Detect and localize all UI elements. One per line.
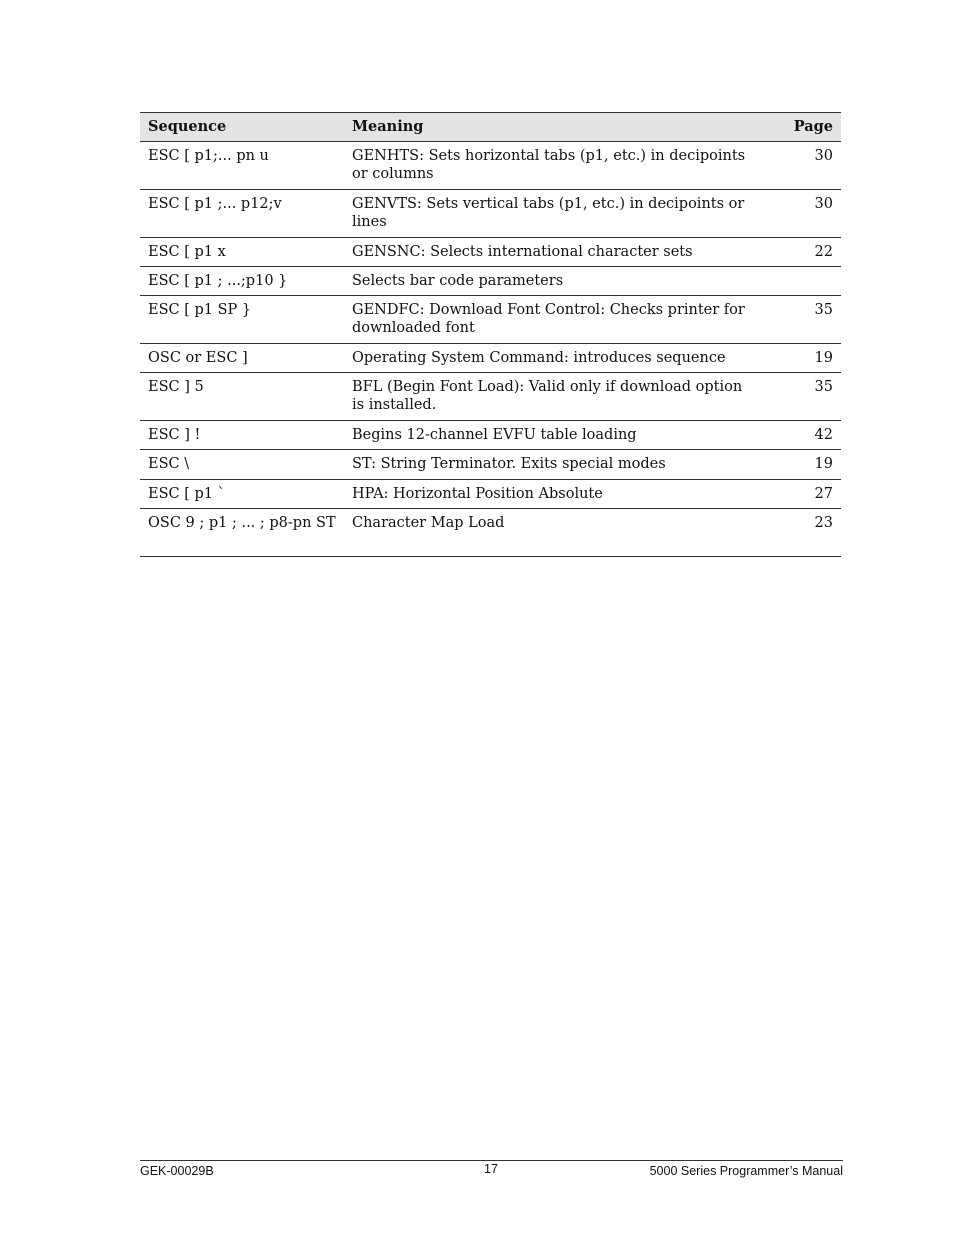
meaning-cell: Character Map Load [352, 515, 505, 531]
table-row [140, 142, 841, 190]
page-cell [766, 267, 841, 295]
page-cell: 19 [814, 456, 833, 472]
meaning-cell: Begins 12-channel EVFU table loading [352, 427, 637, 443]
table-row [140, 373, 841, 421]
table-row [140, 421, 841, 450]
meaning-cell: GENDFC: Download Font Control: Checks printer for downloaded font [352, 302, 745, 336]
table-row [140, 190, 841, 238]
page-cell: 23 [814, 515, 833, 531]
page-cell: 27 [814, 486, 833, 502]
sequence-cell: ESC [ p1 ; ...;p10 } [148, 273, 288, 289]
sequence-cell: ESC [ p1 SP } [148, 302, 252, 318]
footer-manual-title: 5000 Series Programmer’s Manual [649, 1164, 843, 1178]
meaning-cell: ST: String Terminator. Exits special modes [352, 456, 666, 472]
sequence-cell: ESC [ p1 x [148, 244, 226, 260]
sequence-cell: ESC [ p1 ;... p12;v [148, 196, 282, 212]
meaning-cell: HPA: Horizontal Position Absolute [352, 486, 603, 502]
table-row [140, 238, 841, 267]
sequence-cell: ESC ] ! [148, 427, 201, 443]
sequence-cell: ESC ] 5 [148, 379, 204, 395]
sequence-cell: ESC [ p1;... pn u [148, 148, 269, 164]
meaning-cell: GENHTS: Sets horizontal tabs (p1, etc.) in decipoints or columns [352, 148, 746, 182]
meaning-cell: Selects bar code parameters [352, 273, 564, 289]
footer-page-number: 17 [484, 1162, 498, 1176]
sequence-cell: OSC 9 ; p1 ; ... ; p8-pn ST [148, 515, 336, 531]
page-cell: 30 [814, 196, 833, 212]
header-page: Page [793, 118, 833, 135]
table-row [140, 296, 841, 344]
page-cell: 35 [814, 379, 833, 395]
table-header-row [140, 113, 841, 142]
header-sequence: Sequence [148, 118, 227, 135]
meaning-cell: BFL (Begin Font Load): Valid only if download option is installed. [352, 379, 743, 413]
page-cell: 42 [814, 427, 833, 443]
sequence-cell: OSC or ESC ] [148, 350, 248, 366]
table-row [140, 267, 841, 296]
footer-doc-number: GEK-00029B [140, 1164, 214, 1178]
escape-sequence-table [140, 112, 841, 557]
page-cell: 30 [814, 148, 833, 164]
sequence-cell: ESC [ p1 ` [148, 486, 225, 502]
meaning-cell: GENSNC: Selects international character sets [352, 244, 693, 260]
page-cell: 19 [814, 350, 833, 366]
header-meaning: Meaning [352, 118, 424, 135]
page-cell: 35 [814, 302, 833, 318]
footer-divider [140, 1160, 843, 1161]
table-row [140, 509, 841, 557]
table-row [140, 344, 841, 373]
table-row [140, 450, 841, 480]
table-row [140, 480, 841, 509]
sequence-cell: ESC \ [148, 456, 190, 472]
page-cell: 22 [814, 244, 833, 260]
meaning-cell: Operating System Command: introduces sequence [352, 350, 726, 366]
meaning-cell: GENVTS: Sets vertical tabs (p1, etc.) in decipoints or lines [352, 196, 745, 230]
